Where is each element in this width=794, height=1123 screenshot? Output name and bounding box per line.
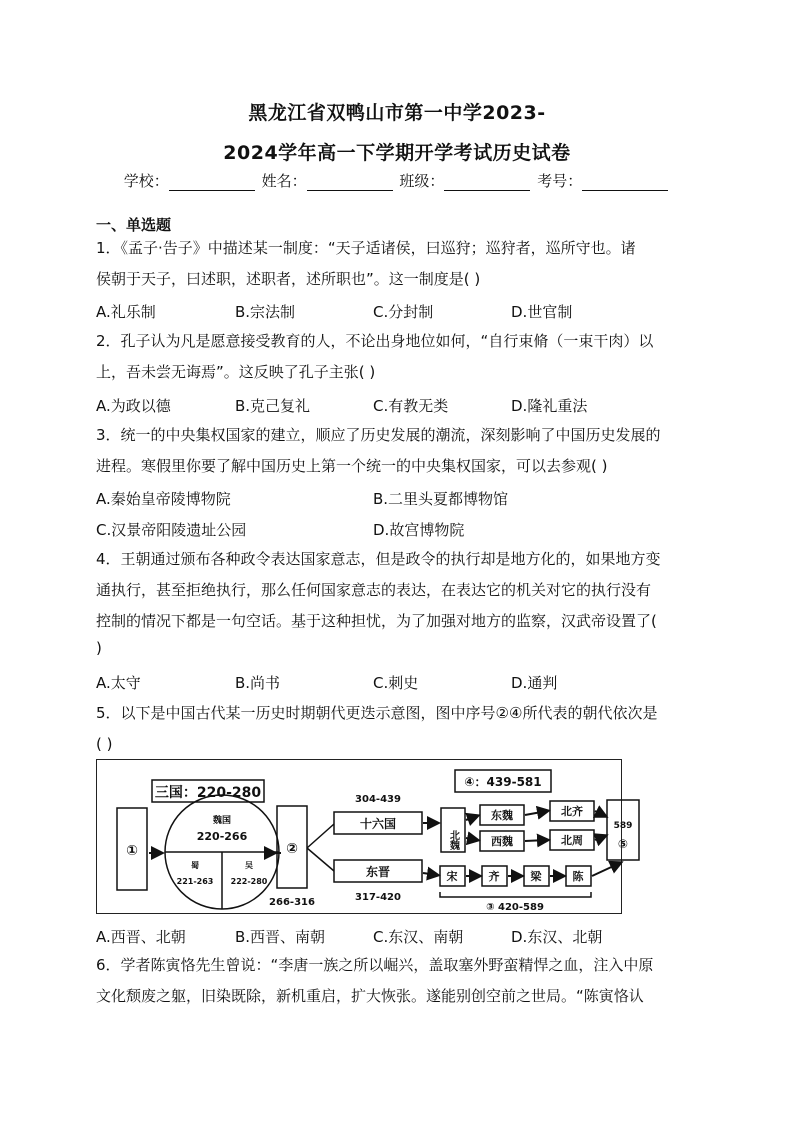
- box-2-years: 266-316: [269, 897, 315, 908]
- sanguo-label: 三国：220-280: [154, 785, 262, 801]
- question-2: [96, 326, 702, 388]
- option-b[interactable]: B.尚书: [235, 674, 281, 692]
- question-line: 文化颓废之躯，旧染既除，新机重启，扩大恢张。遂能别创空前之世局。“陈寅恪认: [96, 987, 644, 1005]
- sixteen-years: 304-439: [355, 794, 401, 805]
- south-label: ③ 420-589: [486, 902, 544, 913]
- exam-title-line1: 黑龙江省双鸭山市第一中学2023-: [248, 102, 546, 124]
- question-line: 侯朝于天子，曰述职，述职者，述所职也”。这一制度是( ): [96, 270, 481, 288]
- school-label: 学校：: [123, 172, 169, 190]
- option-d[interactable]: D.世官制: [511, 303, 573, 321]
- class-label: 班级：: [399, 172, 445, 190]
- option-d[interactable]: D.东汉、北朝: [511, 928, 603, 946]
- song-label: 宋: [446, 870, 458, 883]
- question-4-options: [96, 672, 702, 696]
- question-3: [96, 420, 702, 482]
- exam-number-label: 考号：: [537, 172, 583, 190]
- option-a[interactable]: A.为政以德: [96, 397, 171, 415]
- question-line: ( ): [96, 735, 113, 753]
- option-d[interactable]: D.通判: [511, 674, 558, 692]
- question-2-options: [96, 395, 702, 419]
- sixteen-label: 十六国: [359, 817, 397, 831]
- wu-label: 吴: [245, 861, 253, 870]
- shu-label: 蜀: [191, 861, 199, 870]
- exam-title-line2: 2024学年高一下学期开学考试历史试卷: [223, 142, 571, 164]
- option-c[interactable]: C.刺史: [373, 674, 419, 692]
- beiqi-label: 北齐: [561, 805, 583, 818]
- question-5: [96, 698, 702, 760]
- option-c[interactable]: C.汉景帝阳陵遗址公园: [96, 521, 247, 539]
- option-b[interactable]: B.西晋、南朝: [235, 928, 326, 946]
- option-b[interactable]: B.二里头夏都博物馆: [373, 490, 509, 508]
- option-c[interactable]: C.分封制: [373, 303, 434, 321]
- option-a[interactable]: A.西晋、北朝: [96, 928, 186, 946]
- question-line: 通执行，甚至拒绝执行，那么任何国家意志的表达，在表达它的机关对它的执行没有: [96, 581, 652, 599]
- box-5-year: 589: [613, 821, 633, 831]
- liang-label: 梁: [530, 870, 542, 883]
- question-1: [96, 233, 702, 295]
- option-c[interactable]: C.东汉、南朝: [373, 928, 464, 946]
- box-5-label: ⑤: [617, 837, 629, 851]
- dongjin-years: 317-420: [355, 892, 401, 903]
- school-field[interactable]: [124, 170, 257, 191]
- option-b[interactable]: B.宗法制: [235, 303, 296, 321]
- shu-years: 221-263: [176, 877, 214, 886]
- student-info-fields: [0, 170, 794, 191]
- question-4: [96, 544, 702, 659]
- option-b[interactable]: B.克己复礼: [235, 397, 311, 415]
- question-1-options: [96, 301, 702, 325]
- question-line: 进程。寒假里你要了解中国历史上第一个统一的中央集权国家，可以去参观( ): [96, 457, 608, 475]
- wei-label: 魏国: [212, 816, 232, 826]
- question-line: 5．以下是中国古代某一历史时期朝代更迭示意图，图中序号②④所代表的朝代依次是: [96, 704, 658, 722]
- box-1-label: ①: [126, 843, 138, 859]
- dynasty-diagram-svg: [97, 760, 633, 915]
- question-5-options: [96, 926, 702, 950]
- option-a[interactable]: A.礼乐制: [96, 303, 156, 321]
- question-line: 4．王朝通过颁布各种政令表达国家意志，但是政令的执行却是地方化的，如果地方变: [96, 550, 661, 568]
- question-line: 控制的情况下都是一句空话。基于这种担忧，为了加强对地方的监察，汉武帝设置了(: [96, 612, 657, 630]
- question-line: 6．学者陈寅恪先生曾说：“李唐一族之所以崛兴，盖取塞外野蛮精悍之血，注入中原: [96, 956, 654, 974]
- wei-years: 220-266: [196, 830, 248, 843]
- question-line: 上，吾未尝无诲焉”。这反映了孔子主张( ): [96, 363, 376, 381]
- box-2-label: ②: [286, 841, 298, 857]
- option-a[interactable]: A.秦始皇帝陵博物院: [96, 490, 231, 508]
- name-field[interactable]: [262, 170, 395, 191]
- chen-label: 陈: [572, 870, 584, 883]
- dongwei-label: 东魏: [491, 809, 513, 822]
- xiwei-label: 西魏: [491, 835, 513, 848]
- question-6: [96, 950, 702, 1012]
- question-3-options-row1: [96, 488, 702, 512]
- class-field[interactable]: [399, 170, 532, 191]
- wu-years: 222-280: [230, 877, 268, 886]
- option-d[interactable]: D.隆礼重法: [511, 397, 588, 415]
- question-line: ): [96, 639, 102, 657]
- dynasty-diagram: [96, 759, 633, 914]
- question-line: 2．孔子认为凡是愿意接受教育的人，不论出身地位如何，“自行束脩（一束干肉）以: [96, 332, 654, 350]
- question-line: 1．《孟子·告子》中描述某一制度：“天子适诸侯，曰巡狩；巡狩者，巡所守也。诸: [96, 239, 636, 257]
- option-d[interactable]: D.故宫博物院: [373, 521, 465, 539]
- option-c[interactable]: C.有教无类: [373, 397, 449, 415]
- dongjin-label: 东晋: [365, 865, 391, 879]
- name-label: 姓名：: [261, 172, 307, 190]
- question-line: 3．统一的中央集权国家的建立，顺应了历史发展的潮流，深刻影响了中国历史发展的: [96, 426, 661, 444]
- beizhou-label: 北周: [561, 834, 583, 847]
- qi-label: 齐: [488, 870, 500, 883]
- section-title: 一、单选题: [96, 216, 172, 234]
- question-3-options-row2: [96, 519, 702, 543]
- north-label: ④：439-581: [464, 775, 542, 789]
- exam-number-field[interactable]: [537, 170, 670, 191]
- beiwei-label: 北魏: [447, 830, 459, 850]
- option-a[interactable]: A.太守: [96, 674, 141, 692]
